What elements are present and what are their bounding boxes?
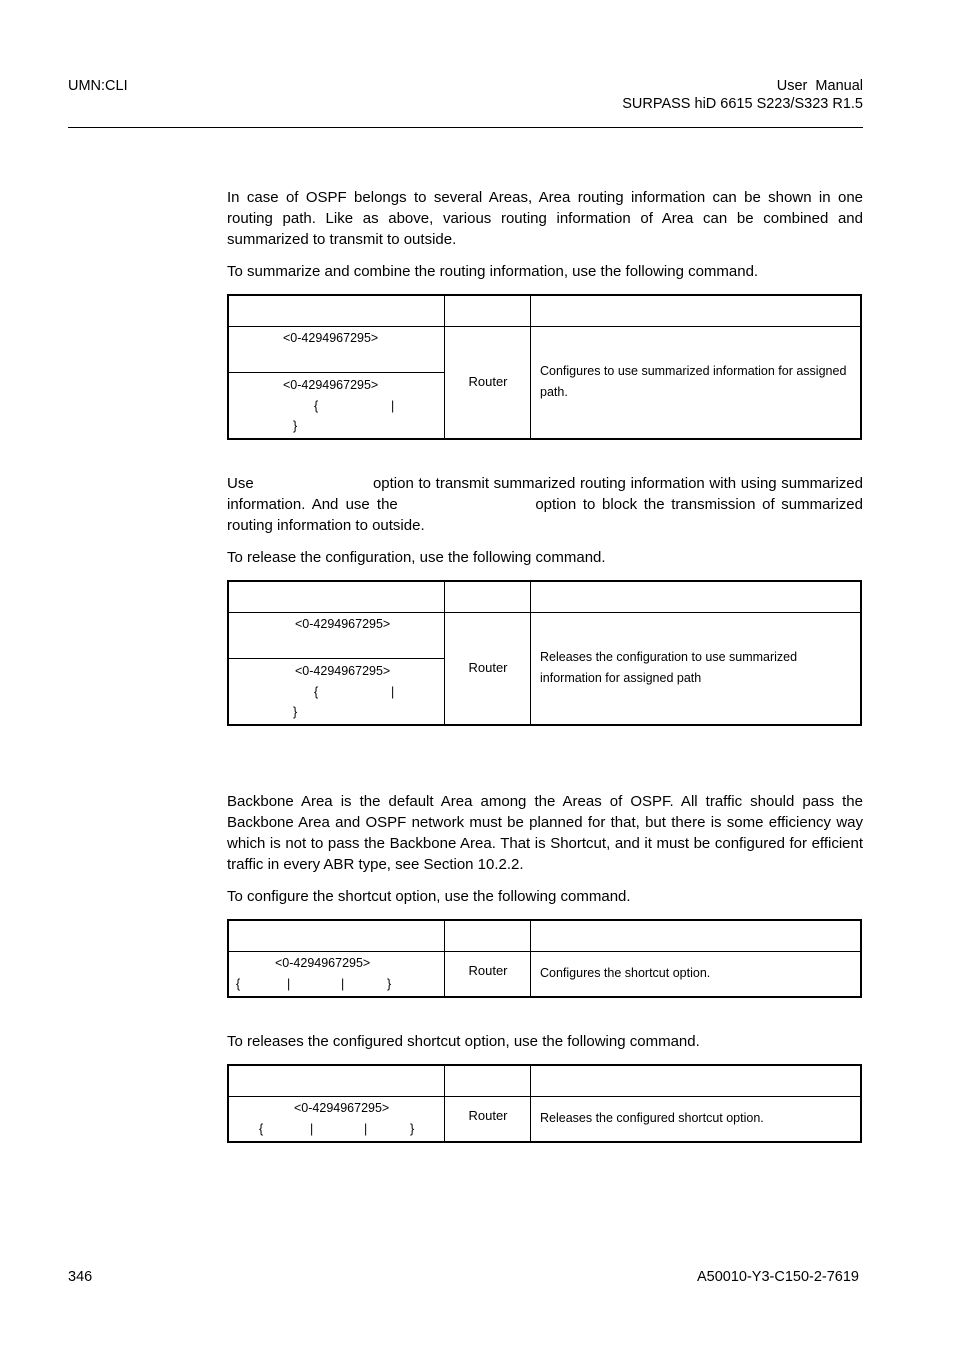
paragraph-summarize-intro: To summarize and combine the routing information, use the following command. [227,263,759,280]
header-product: SURPASS hiD 6615 S223/S323 R1.5 [622,96,863,112]
row-divider [229,372,445,373]
brace-close: } [293,419,298,433]
brace-close: } [293,705,298,719]
command-arg: <0-4294967295> [275,956,371,970]
column-divider [530,1066,531,1141]
paragraph-release-shortcut-intro: To releases the configured shortcut option, use the following command. [227,1033,700,1050]
row-divider [229,658,445,659]
command-description: Releases the configured shortcut option. [540,1111,764,1125]
command-mode: Router [468,1108,508,1123]
paragraph-use: Use [227,475,254,492]
command-mode: Router [468,374,508,389]
column-divider [444,582,445,724]
header-rule [68,127,863,128]
command-table-shortcut [227,919,862,998]
brace-open: { [314,399,319,413]
table-header-row [229,296,860,327]
pipe-separator: | [287,977,291,991]
pipe-separator: | [341,977,345,991]
command-mode: Router [468,963,508,978]
pipe-separator: | [364,1122,368,1136]
paragraph-release-intro: To release the configuration, use the following command. [227,549,606,566]
command-arg: <0-4294967295> [283,378,379,392]
pipe-separator: | [310,1122,314,1136]
table-header-row [229,582,860,613]
column-divider [444,296,445,438]
paragraph-outside: routing information to outside. [227,517,425,534]
paragraph-block-text: option to block the transmission of summarized [535,496,863,513]
paragraph-option-text: option to transmit summarized routing information with using summarized [372,475,863,492]
column-divider [444,1066,445,1141]
paragraph-backbone-area: Backbone Area is the default Area among the Areas of OSPF. All traffic should pass the Backbone Area and OSPF network must be planned for that, but there is some efficiency way which is not to pass the Backbone Area. That is Shortcut, and it must be configured for efficient traffic in every ABR type, see Section 10.2.2. [227,793,863,873]
pipe-separator: | [391,685,395,699]
paragraph-shortcut-intro: To configure the shortcut option, use the following command. [227,888,631,905]
brace-close: } [387,977,392,991]
brace-close: } [410,1122,415,1136]
pipe-separator: | [391,399,395,413]
brace-open: { [314,685,319,699]
command-arg: <0-4294967295> [294,1101,390,1115]
document-id: A50010-Y3-C150-2-7619 [696,1269,859,1285]
command-description: Configures the shortcut option. [540,966,711,980]
command-table-summarize [227,294,862,440]
command-description: Releases the configuration to use summarized information for assigned path [540,650,798,685]
header-left: UMN:CLI [68,78,128,94]
paragraph-information: information. And use the [227,496,398,513]
header-title: User Manual [776,78,863,94]
command-arg: <0-4294967295> [295,664,391,678]
paragraph-area-summary: In case of OSPF belongs to several Areas, Area routing information can be shown in one routing path. Like as above, various routing information of Area can be combined and summarized to transmit to outside. [227,189,863,248]
brace-open: { [236,977,241,991]
column-divider [530,296,531,438]
column-divider [444,921,445,996]
command-table-release-shortcut [227,1064,862,1143]
command-table-release [227,580,862,726]
command-mode: Router [468,660,508,675]
brace-open: { [259,1122,264,1136]
page-number: 346 [68,1269,93,1285]
table-header-row [229,921,860,952]
column-divider [530,921,531,996]
command-arg: <0-4294967295> [295,617,391,631]
command-arg: <0-4294967295> [283,331,379,345]
column-divider [530,582,531,724]
table-header-row [229,1066,860,1097]
command-description: Configures to use summarized information for assigned path. [540,364,847,399]
